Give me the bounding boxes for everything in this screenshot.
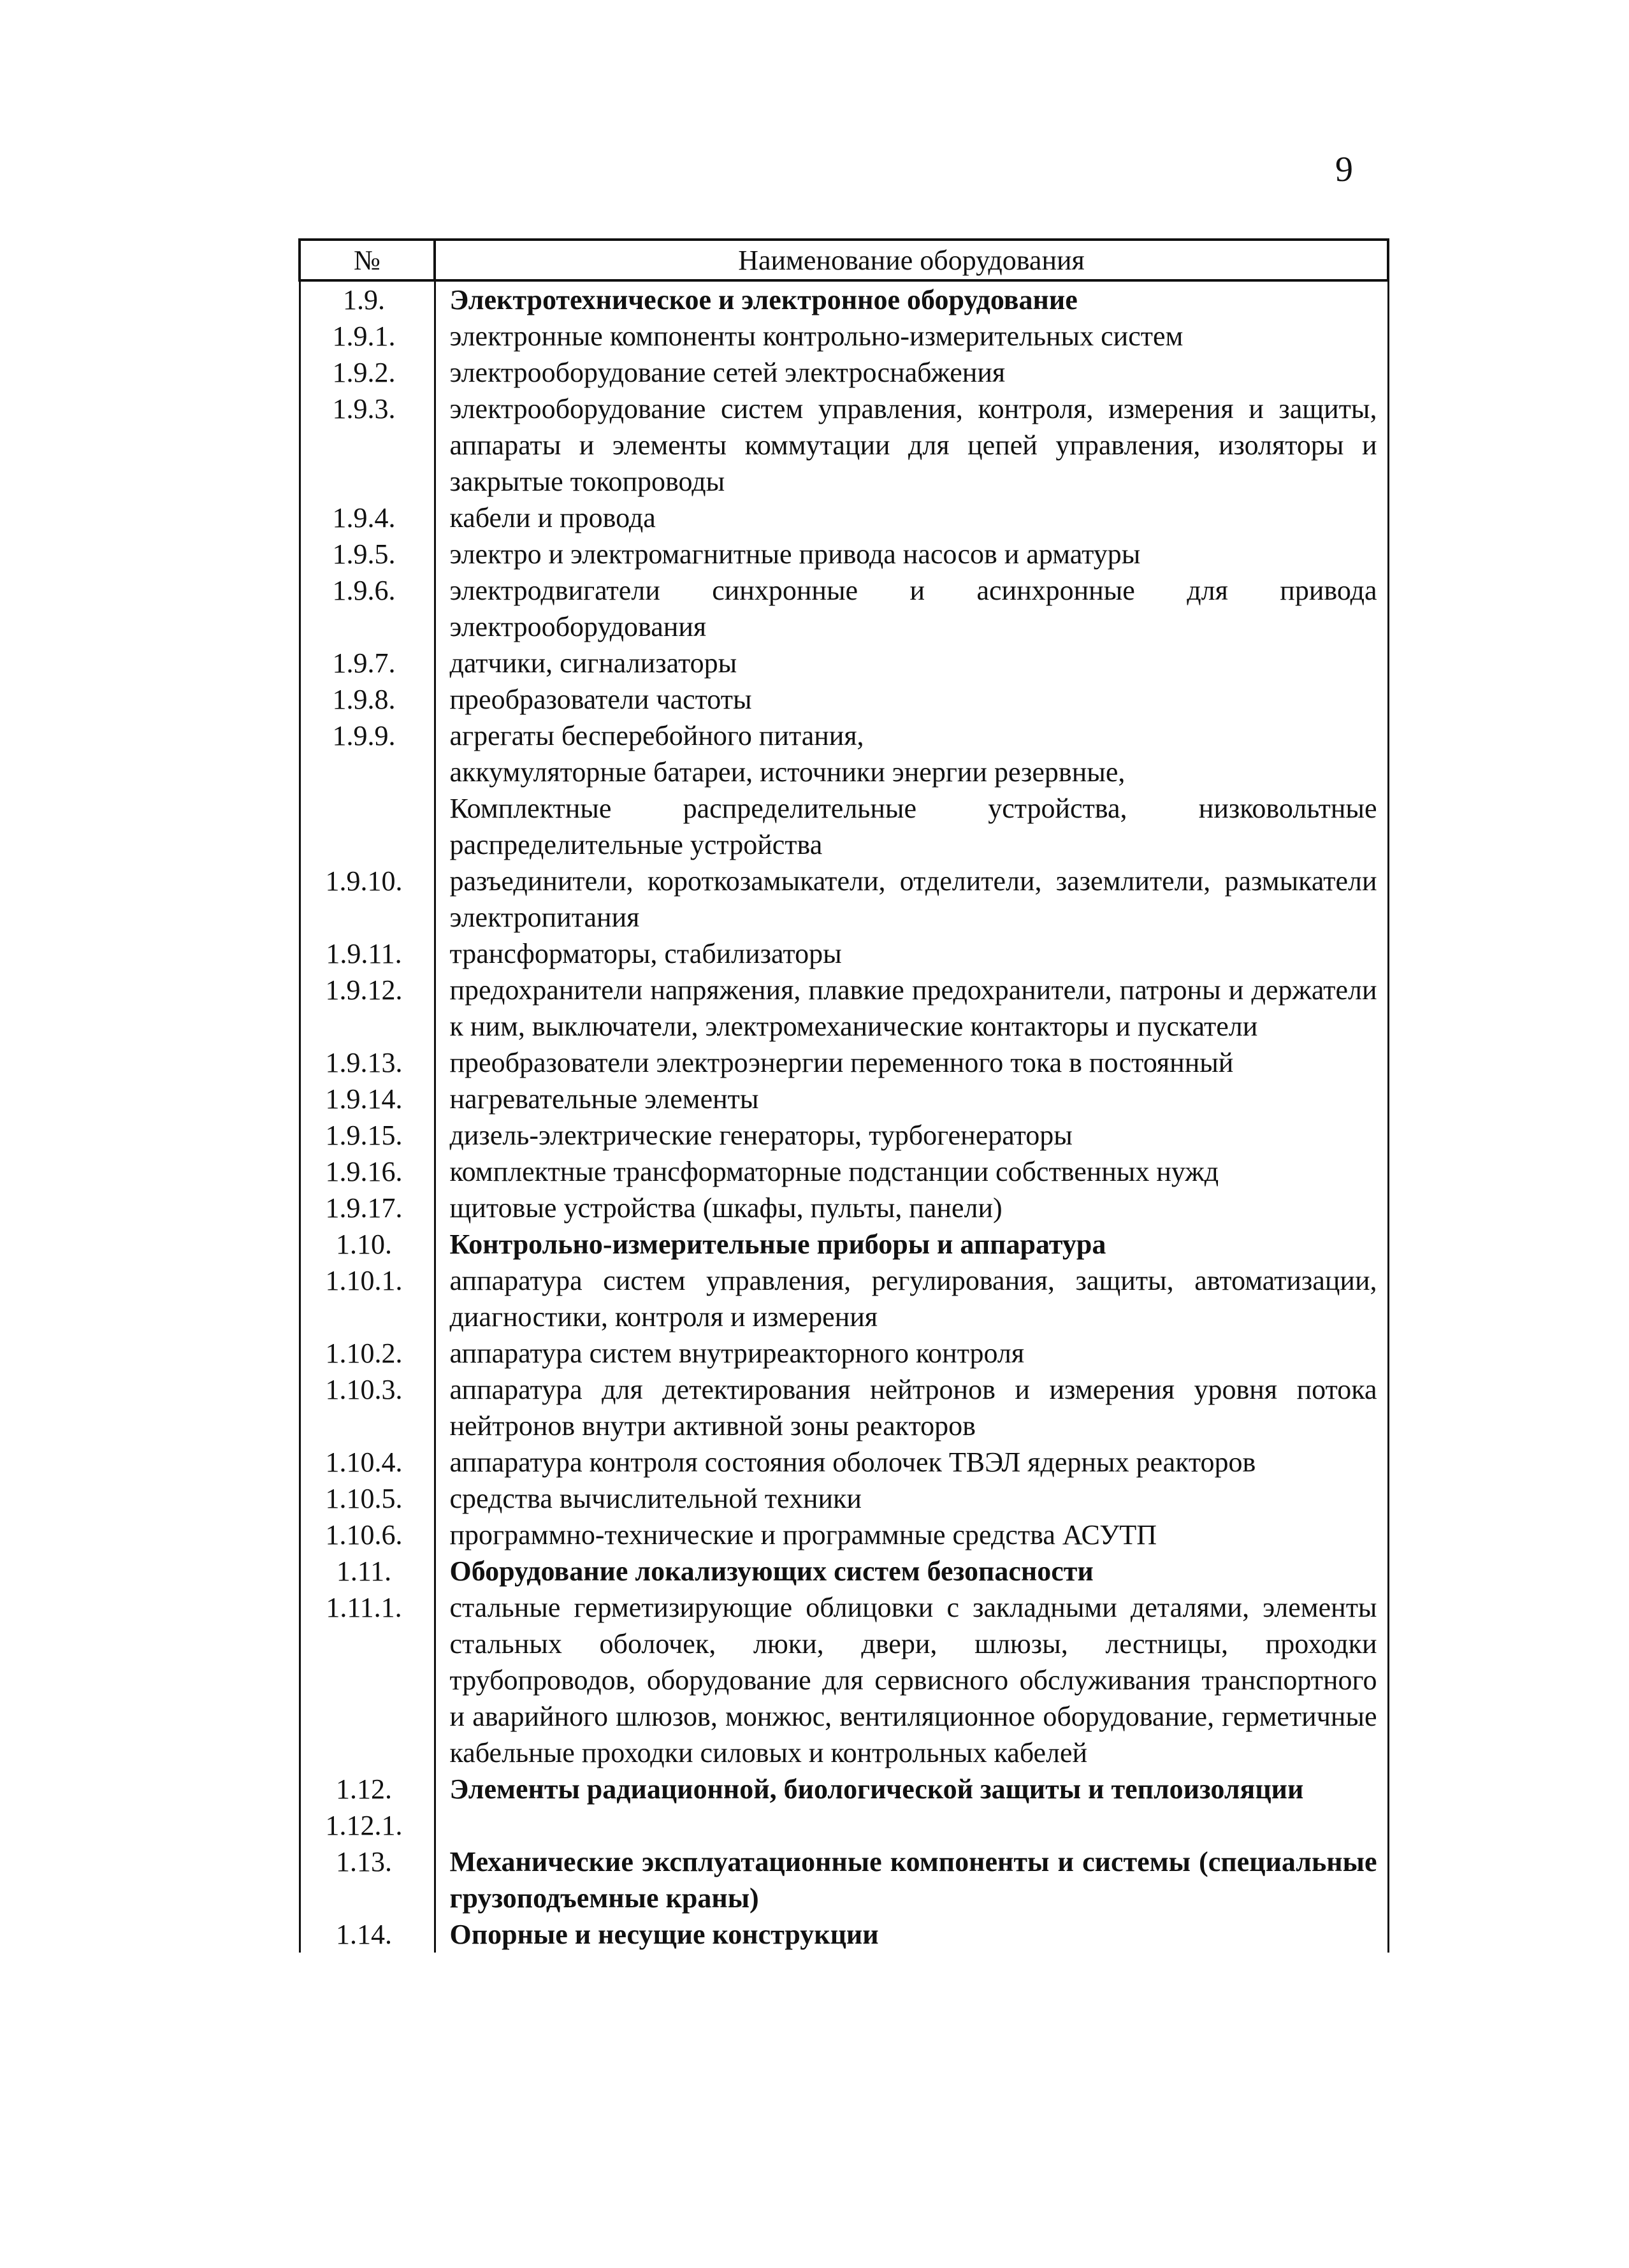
equipment-text: электрооборудование систем управления, контроля, измерения и защиты, аппараты и элементы коммутации для цепей управления, изоляторы и закрытые токопроводы xyxy=(449,393,1377,497)
equipment-name xyxy=(435,645,1388,681)
equipment-text: преобразователи частоты xyxy=(449,684,752,715)
equipment-name xyxy=(435,1480,1388,1517)
equipment-name xyxy=(435,536,1388,572)
equipment-name xyxy=(435,1517,1388,1553)
table-header-row xyxy=(300,240,1388,280)
row-number: 1.9.10. xyxy=(300,863,435,935)
table-row xyxy=(300,1844,1388,1916)
equipment-text: трансформаторы, стабилизаторы xyxy=(449,938,842,969)
row-number: 1.14. xyxy=(300,1916,435,1953)
equipment-text: агрегаты бесперебойного питания, xyxy=(449,720,864,751)
equipment-text: аппаратура контроля состояния оболочек ТВЭЛ ядерных реакторов xyxy=(449,1447,1256,1478)
table-row xyxy=(300,1262,1388,1335)
row-number: 1.9.1. xyxy=(300,318,435,354)
equipment-text: предохранители напряжения, плавкие предохранители, патроны и держатели к ним, выключатели, электромеханические контакторы и пускатели xyxy=(449,974,1377,1042)
equipment-text: Контрольно-измерительные приборы и аппаратура xyxy=(449,1229,1106,1260)
table-row xyxy=(300,1335,1388,1371)
section-title xyxy=(435,1844,1388,1916)
equipment-name xyxy=(435,318,1388,354)
equipment-text: преобразователи электроэнергии переменного тока в постоянный xyxy=(449,1047,1234,1078)
table-row xyxy=(300,972,1388,1044)
row-number: 1.9.5. xyxy=(300,536,435,572)
equipment-text: программно-технические и программные средства АСУТП xyxy=(449,1519,1157,1550)
table-row xyxy=(300,645,1388,681)
equipment-name xyxy=(435,1371,1388,1444)
equipment-name xyxy=(435,1262,1388,1335)
equipment-text: электронные компоненты контрольно-измерительных систем xyxy=(449,321,1184,352)
equipment-text: электрооборудование сетей электроснабжения xyxy=(449,357,1006,388)
row-number: 1.9.16. xyxy=(300,1153,435,1190)
equipment-name xyxy=(435,1335,1388,1371)
table-row xyxy=(300,1117,1388,1153)
equipment-name xyxy=(435,1589,1388,1771)
equipment-name xyxy=(435,1081,1388,1117)
section-title xyxy=(435,280,1388,318)
equipment-text: Элементы радиационной, биологической защиты и теплоизоляции xyxy=(449,1773,1304,1805)
table-row xyxy=(300,318,1388,354)
row-number: 1.9.14. xyxy=(300,1081,435,1117)
equipment-text-continued: аккумуляторные батареи, источники энергии резервные, xyxy=(449,756,1126,788)
equipment-name xyxy=(435,354,1388,391)
equipment-name xyxy=(435,863,1388,935)
section-title xyxy=(435,1226,1388,1262)
row-number: 1.9.8. xyxy=(300,681,435,718)
equipment-text: аппаратура для детектирования нейтронов и измерения уровня потока нейтронов внутри активной зоны реакторов xyxy=(449,1374,1377,1441)
table-row xyxy=(300,1371,1388,1444)
row-number: 1.10.4. xyxy=(300,1444,435,1480)
table-row xyxy=(300,1517,1388,1553)
equipment-table xyxy=(298,238,1389,1953)
row-number: 1.12. xyxy=(300,1771,435,1807)
table-row xyxy=(300,935,1388,972)
equipment-text: датчики, сигнализаторы xyxy=(449,647,737,679)
equipment-text: нагревательные элементы xyxy=(449,1083,759,1115)
equipment-text: средства вычислительной техники xyxy=(449,1483,862,1514)
equipment-text: Механические эксплуатационные компоненты и системы (специальные грузоподъемные краны) xyxy=(449,1846,1377,1914)
equipment-text: комплектные трансформаторные подстанции собственных нужд xyxy=(449,1156,1219,1187)
table-row xyxy=(300,1553,1388,1589)
equipment-text: щитовые устройства (шкафы, пульты, панели) xyxy=(449,1192,1003,1224)
table-row xyxy=(300,536,1388,572)
row-number: 1.9.12. xyxy=(300,972,435,1044)
section-title xyxy=(435,1916,1388,1953)
equipment-text: дизель-электрические генераторы, турбогенераторы xyxy=(449,1120,1073,1151)
table-row xyxy=(300,1081,1388,1117)
table-row xyxy=(300,681,1388,718)
equipment-name xyxy=(435,972,1388,1044)
equipment-text: стальные герметизирующие облицовки с закладными деталями, элементы стальных оболочек, люки, двери, шлюзы, лестницы, проходки трубопроводов, оборудование для сервисного обслуживания транспортного и аварийного шлюзов, монжюс, вентиляционное оборудование, герметичные кабельные проходки силовых и контрольных кабелей xyxy=(449,1592,1377,1768)
row-number: 1.10. xyxy=(300,1226,435,1262)
row-number: 1.9.4. xyxy=(300,500,435,536)
table-row xyxy=(300,1226,1388,1262)
equipment-text: Опорные и несущие конструкции xyxy=(449,1919,879,1950)
page-number: 9 xyxy=(1335,150,1353,189)
equipment-name xyxy=(435,935,1388,972)
equipment-text: аппаратура систем управления, регулирования, защиты, автоматизации, диагностики, контроля и измерения xyxy=(449,1265,1377,1333)
row-number: 1.9.7. xyxy=(300,645,435,681)
equipment-text: Оборудование локализующих систем безопасности xyxy=(449,1556,1094,1587)
equipment-name xyxy=(435,681,1388,718)
row-number: 1.9.3. xyxy=(300,391,435,500)
table-row xyxy=(300,718,1388,863)
equipment-name xyxy=(435,1117,1388,1153)
equipment-text-continued: Комплектные распределительные устройства, низковольтные распределительные устройства xyxy=(449,793,1377,860)
equipment-text: Электротехническое и электронное оборудование xyxy=(449,284,1078,315)
equipment-name xyxy=(435,1190,1388,1226)
row-number: 1.11.1. xyxy=(300,1589,435,1771)
table-row xyxy=(300,354,1388,391)
table-row xyxy=(300,1153,1388,1190)
row-number: 1.9. xyxy=(300,280,435,318)
row-number: 1.9.15. xyxy=(300,1117,435,1153)
equipment-text: электродвигатели синхронные и асинхронные для привода электрооборудования xyxy=(449,575,1377,642)
table-row xyxy=(300,1589,1388,1771)
table-row xyxy=(300,1771,1388,1807)
table-row xyxy=(300,1444,1388,1480)
equipment-name xyxy=(435,1044,1388,1081)
row-number: 1.9.11. xyxy=(300,935,435,972)
row-number: 1.9.9. xyxy=(300,718,435,863)
equipment-name xyxy=(435,718,1388,863)
table-body xyxy=(300,280,1388,1953)
table-row xyxy=(300,1480,1388,1517)
table-row xyxy=(300,1916,1388,1953)
table-row xyxy=(300,280,1388,318)
row-number: 1.10.5. xyxy=(300,1480,435,1517)
equipment-name xyxy=(435,391,1388,500)
header-name: Наименование оборудования xyxy=(435,240,1388,280)
row-number: 1.9.13. xyxy=(300,1044,435,1081)
row-number: 1.10.1. xyxy=(300,1262,435,1335)
equipment-text xyxy=(450,1807,1377,1844)
row-number: 1.13. xyxy=(300,1844,435,1916)
table-row xyxy=(300,391,1388,500)
table-row xyxy=(300,1190,1388,1226)
row-number: 1.9.2. xyxy=(300,354,435,391)
equipment-text: разъединители, короткозамыкатели, отделители, заземлители, размыкатели электропитания xyxy=(449,865,1377,933)
table-row xyxy=(300,863,1388,935)
table-row xyxy=(300,572,1388,645)
row-number: 1.12.1. xyxy=(300,1807,435,1844)
equipment-text: аппаратура систем внутриреакторного контроля xyxy=(449,1338,1025,1369)
equipment-name xyxy=(435,1444,1388,1480)
row-number: 1.9.17. xyxy=(300,1190,435,1226)
table-row xyxy=(300,1807,1388,1844)
equipment-name xyxy=(435,1807,1388,1844)
row-number: 1.10.6. xyxy=(300,1517,435,1553)
section-title xyxy=(435,1771,1388,1807)
equipment-name xyxy=(435,1153,1388,1190)
equipment-name xyxy=(435,500,1388,536)
row-number: 1.10.2. xyxy=(300,1335,435,1371)
table-row xyxy=(300,500,1388,536)
table-row xyxy=(300,1044,1388,1081)
equipment-name xyxy=(435,572,1388,645)
equipment-text: электро и электромагнитные привода насосов и арматуры xyxy=(449,538,1141,570)
row-number: 1.9.6. xyxy=(300,572,435,645)
row-number: 1.10.3. xyxy=(300,1371,435,1444)
header-num: № xyxy=(300,240,435,280)
row-number: 1.11. xyxy=(300,1553,435,1589)
equipment-text: кабели и провода xyxy=(449,502,656,533)
section-title xyxy=(435,1553,1388,1589)
